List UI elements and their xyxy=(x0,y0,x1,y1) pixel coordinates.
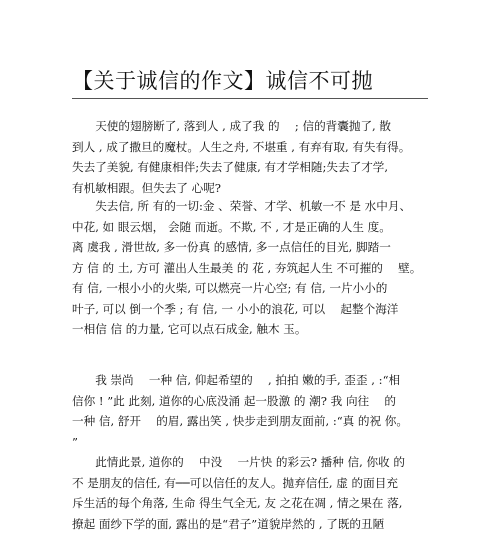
article-title: 【关于诚信的作文】诚信不可抛 xyxy=(72,66,373,96)
paragraph-1 xyxy=(72,116,428,198)
paragraph-line: 此情此景, 道你的 中没 一片快 的彩云? 播种 信, 你收 的 xyxy=(72,452,428,473)
paragraph-line: ” xyxy=(72,432,428,453)
paragraph-line: 斥生活的每个角落, 生命 得生气全无, 友 之花在凋 , 情之果在 落, xyxy=(72,493,428,514)
paragraph-line: 中花, 如 眼云烟， 会随 而逝。不欺, 不 , 才是正确的人生 度。 xyxy=(72,217,428,238)
paragraph-line: 撩起 面纱下学的面, 露出的是“君子”道貌岸然的 , 了既的丑陋 xyxy=(72,514,428,534)
paragraph-line: 离 虞我 , 滑世故, 多一份真 的感情, 多一点信任的目光, 脚踏一 xyxy=(72,237,428,258)
paragraph-line: 我 崇尚 一种 信, 仰起希望的 , 拍拍 嫩的手, 歪歪 , :“相 xyxy=(72,370,428,391)
paragraph-line: 信你 ! ”此 此刻, 道你的心底没涌 起一股激 的 潮? 我 向往 的 xyxy=(72,391,428,412)
paragraph-line: 有机敏相跟。但失去了 心呢? xyxy=(72,178,428,199)
paragraph-line: 天使的翅膀断了, 落到人 , 成了我 的 ; 信的背囊抛了, 散 xyxy=(72,116,428,137)
paragraph-line: 叶子, 可以 倒一个季 ; 有 信, 一 小小的浪花, 可以 起整个海洋 xyxy=(72,299,428,320)
paragraph-line: 失去信, 所 有的一切:金 、荣誉、才学、机敏一不 是 水中月、 xyxy=(72,196,428,217)
paragraph-3 xyxy=(72,370,428,452)
paragraph-line: 失去了美貌, 有健康相伴;失去了健康, 有才学相随;失去了才学, xyxy=(72,157,428,178)
paragraph-line: 一相信 信 的力量, 它可以点石成金, 触木 玉。 xyxy=(72,319,428,340)
paragraph-line: 到人 , 成了撒旦的魔杖。人生之舟, 不堪重 , 有弃有取, 有失有得。 xyxy=(72,137,428,158)
paragraph-line: 不 是朋友的信任, 有──可以信任的友人。抛弃信任, 虚 的面目充 xyxy=(72,473,428,494)
paragraph-4 xyxy=(72,452,428,534)
paragraph-2 xyxy=(72,196,428,340)
paragraph-line: 一种 信, 舒开 的眉, 露出笑 , 快步走到朋友面前, :“真 的祝 你。 xyxy=(72,411,428,432)
paragraph-line: 方 信 的 土, 方可 灌出人生最美 的 花 , 夯筑起人生 不可摧的 壁。 xyxy=(72,258,428,279)
title-divider xyxy=(72,98,428,99)
paragraph-line: 有 信, 一根小小的火柴, 可以燃亮一片心空; 有 信, 一片小小的 xyxy=(72,278,428,299)
